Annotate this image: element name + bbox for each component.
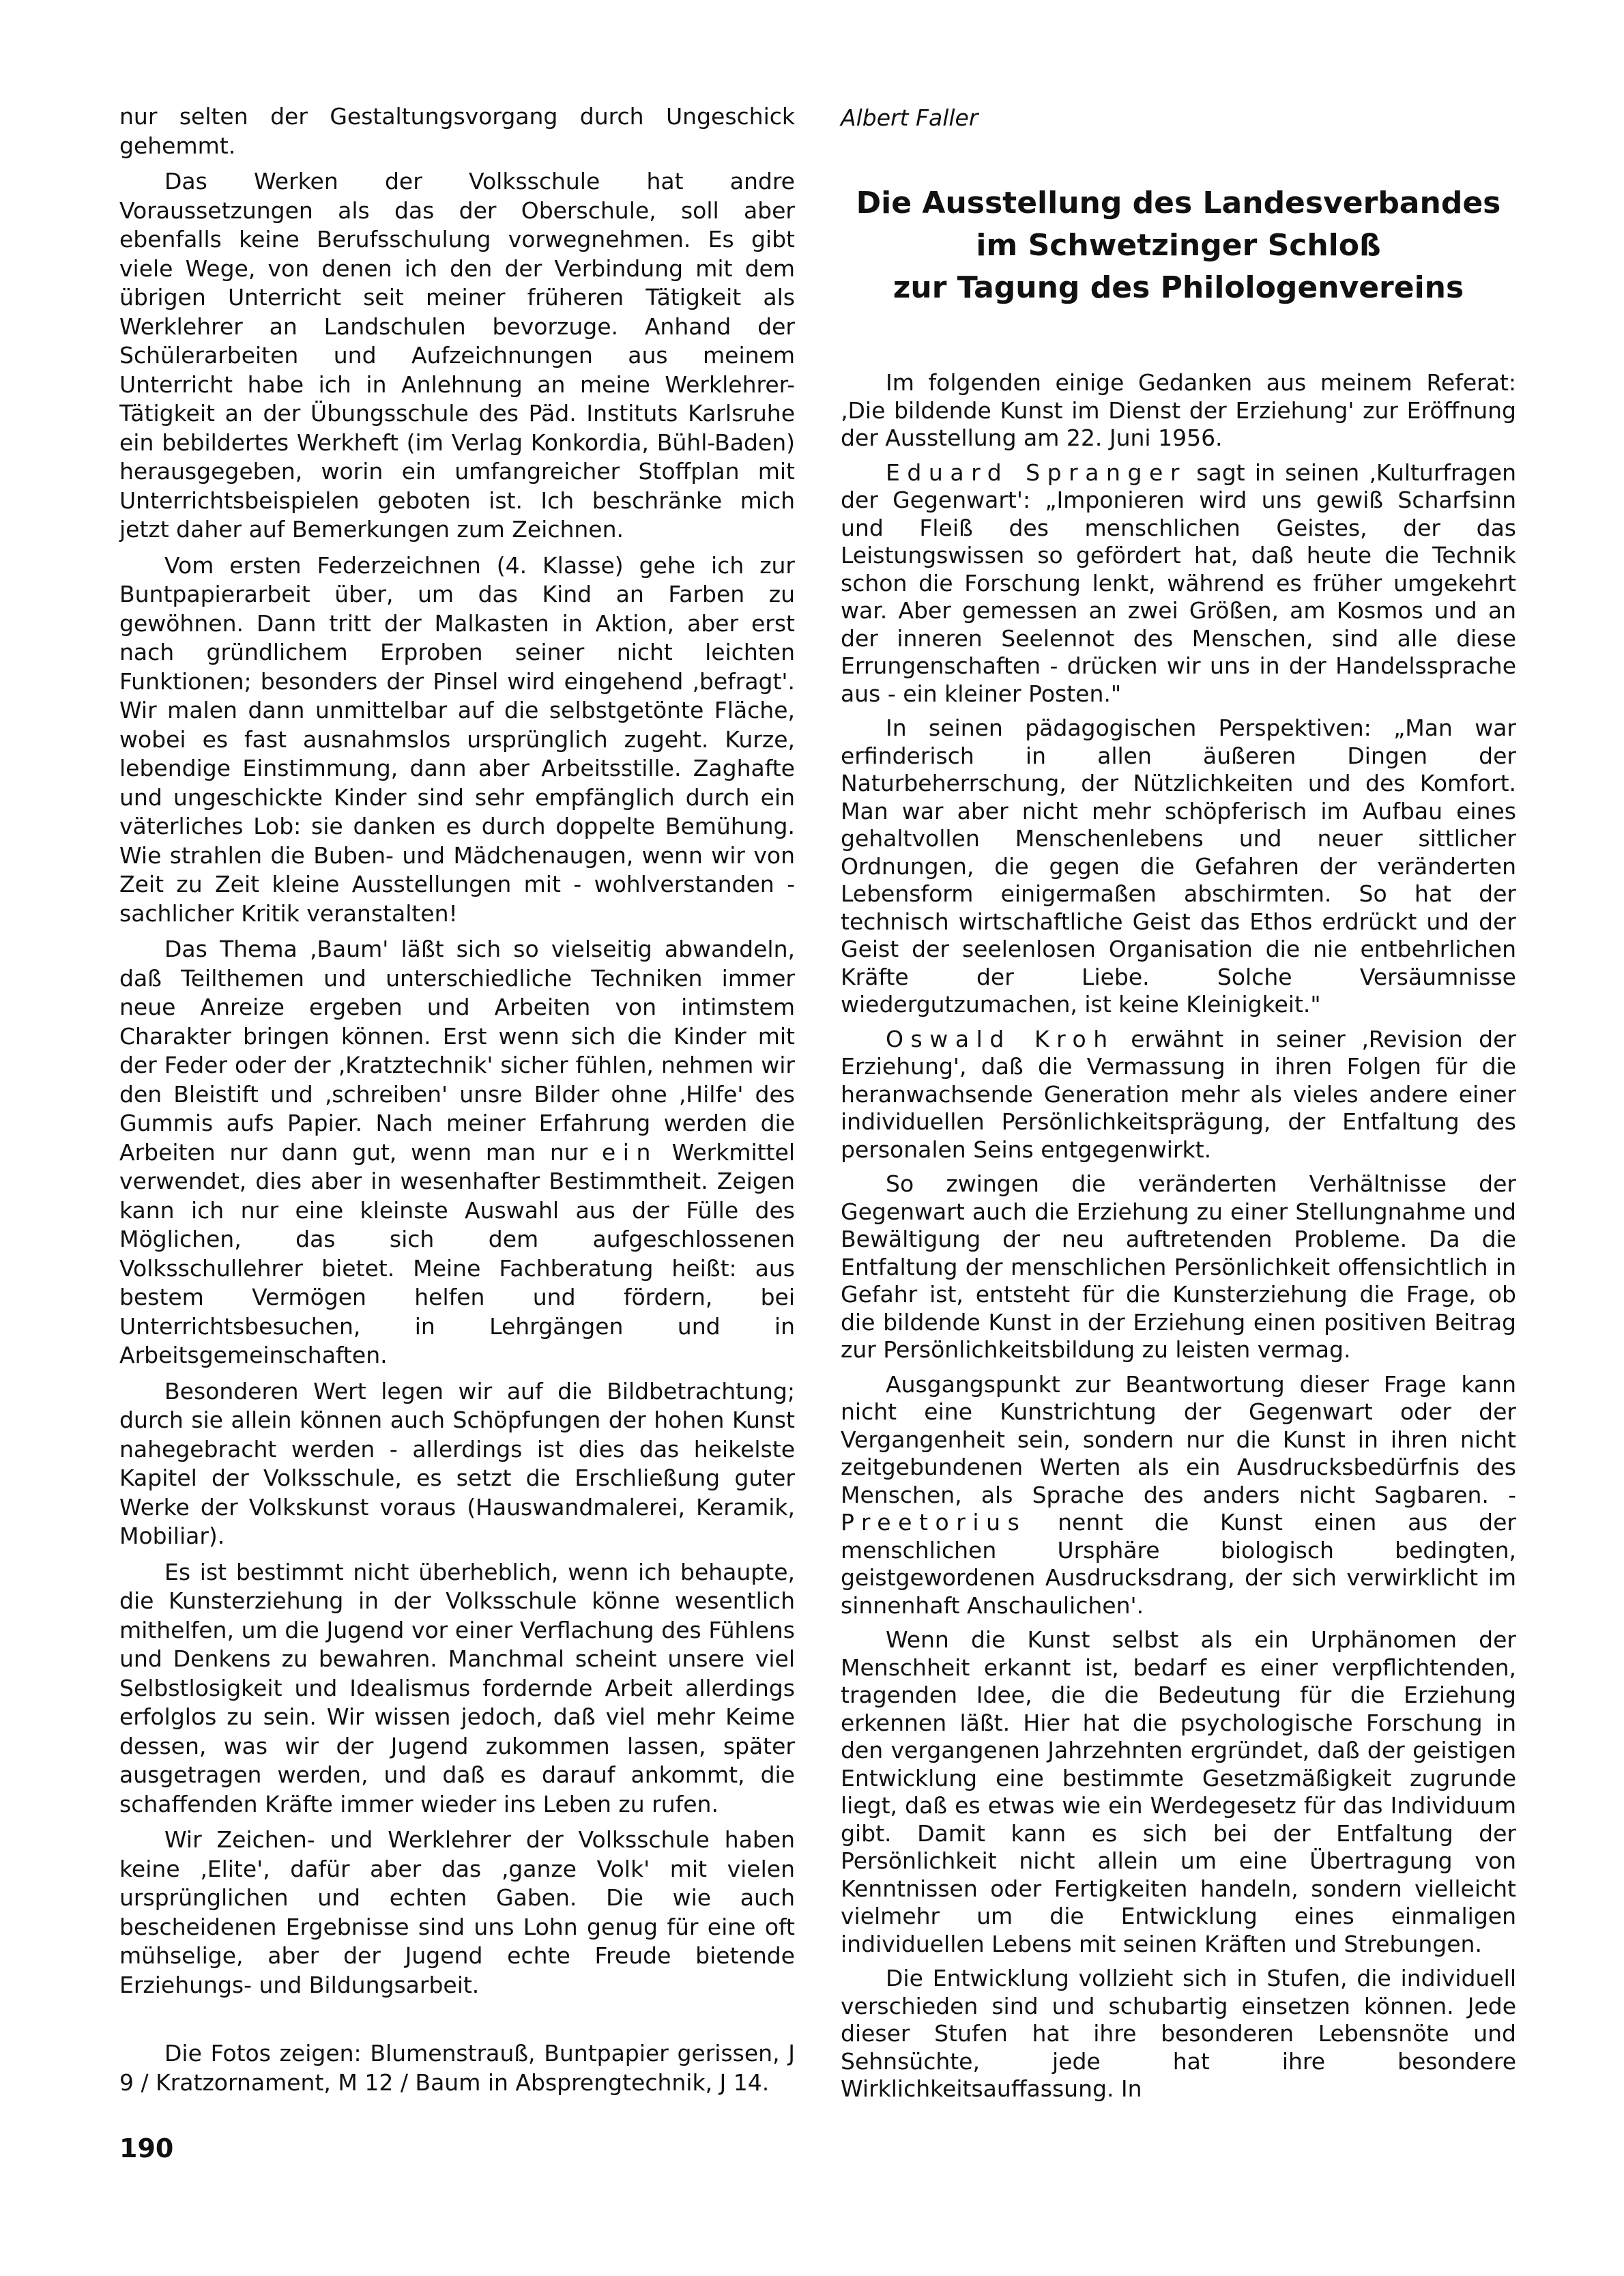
paragraph-werklehrer: Wir Zeichen- und Werklehrer der Volksschule haben keine ‚Elite', dafür aber das ‚ganze Volk' mit vielen ursprünglichen und echten Gaben. Die wie auch bescheidenen Ergebnisse sind uns Lohn genug für eine oft mühselige, aber der Jugend echte Freude bietende Erziehungs- und Bildungsarbeit. — [119, 1826, 795, 1998]
paragraph-kroh — [841, 1026, 1516, 1164]
paragraph-stufen: Die Entwicklung vollzieht sich in Stufen, die individuell verschieden sind und schubartig einsetzen können. Jede dieser Stufen hat ihre besonderen Lebensnöte und Sehnsüchte, jede hat ihre besondere Wirklichkeitsauffassung. In — [841, 1965, 1516, 2102]
photo-caption: Die Fotos zeigen: Blumenstrauß, Buntpapier gerissen, J 9 / Kratzornament, M 12 / Baum in Absprengtechnik, J 14. — [119, 2040, 795, 2096]
paragraph-werken: Das Werken der Volksschule hat andre Voraussetzungen als das der Oberschule, soll aber ebenfalls keine Berufsschulung vorwegnehmen. Es gibt viele Wege, von denen ich den der Verbindung mit dem übrigen Unterricht seit meiner früheren Tätigkeit als Werklehrer an Landschulen bevorzuge. Anhand der Schülerarbeiten und Aufzeichnungen aus meinem Unterricht habe ich in Anlehnung an meine Werklehrer-Tätigkeit an der Übungsschule des Päd. Instituts Karlsruhe ein bebildertes Werkheft (im Verlag Konkordia, Bühl-Baden) herausgegeben, worin ein umfangreicher Stoffplan mit Unterrichtsbeispielen geboten ist. Ich beschränke mich jetzt daher auf Bemerkungen zum Zeichnen. — [119, 168, 795, 543]
ausgang-text-before: Ausgangspunkt zur Beantwortung dieser Frage kann nicht eine Kunstrichtung der Gegenwart oder der Vergangenheit sein, sondern nur die Kunst in ihren nicht zeitgebundenen Werten als ein Ausdrucksbedürfnis des Menschen, als Sprache des anders nicht Sagbaren. - — [841, 1370, 1516, 1508]
title-line-2: im Schwetzinger Schloß — [976, 228, 1381, 263]
spranger-text: sagt in seinen ‚Kulturfragen der Gegenwart': „Imponieren wird uns gewiß Scharfsinn und Fleiß des menschlichen Geistes, der das Leistungswissen so gefördert hat, daß heute die Technik schon die Forschung lenkt, während es früher umgekehrt war. Aber gemessen an zwei Größen, am Kosmos und an der inneren Seelennot des Menschen, sind alle diese Errungenschaften - drücken wir uns in der Handelssprache aus - ein kleiner Posten." — [841, 459, 1516, 707]
paragraph-perspektiven: In seinen pädagogischen Perspektiven: „Man war erfinderisch in allen äußeren Dingen der Naturbeherrschung, der Nützlichkeiten und des Komfort. Man war aber nicht mehr schöpferisch im Aufbau eines gehaltvollen Menschenlebens und neuer sittlicher Ordnungen, die gegen die Gefahren der veränderten Lebensform einigermaßen abschirmten. So hat der technisch wirtschaftliche Geist das Ethos erdrückt und der Geist der seelenlosen Organisation die nie entbehrlichen Kräfte der Liebe. Solche Versäumnisse wiedergutzumachen, ist keine Kleinigkeit." — [841, 715, 1516, 1018]
spaced-name-preetorius: Preetorius — [841, 1509, 1027, 1536]
paragraph-ausgangspunkt — [841, 1371, 1516, 1620]
left-column — [119, 102, 795, 2097]
right-column — [841, 102, 1516, 2103]
paragraph-intro: Im folgenden einige Gedanken aus meinem Referat: ‚Die bildende Kunst im Dienst der Erziehung' zur Eröffnung der Ausstellung am 22. Juni 1956. — [841, 369, 1516, 451]
spaced-word-ein: ein — [601, 1138, 658, 1166]
kroh-text: erwähnt in seiner ‚Revision der Erziehung', daß die Vermassung in ihren Folgen für die heranwachsende Generation mehr als vieles andere einer individuellen Persönlichkeitsprägung, der Entfaltung des personalen Seins entgegenwirkt. — [841, 1025, 1517, 1163]
article-title — [841, 182, 1516, 309]
spaced-name-kroh: Oswald Kroh — [886, 1025, 1115, 1052]
author-name: Albert Faller — [841, 104, 978, 131]
page-number: 190 — [119, 2133, 174, 2163]
paragraph-bildbetrachtung: Besonderen Wert legen wir auf die Bildbetrachtung; durch sie allein können auch Schöpfungen der hohen Kunst nahegebracht werden - allerdings ist dies das heikelste Kapitel der Volksschule, es setzt die Erschließung guter Werke der Volkskunst voraus (Hauswandmalerei, Keramik, Mobiliar). — [119, 1377, 795, 1549]
ausgang-text-after: nennt die Kunst einen aus der menschlichen Ursphäre biologisch bedingten, geistgewordenen Ausdrucksdrang, der sich verwirklicht im sinnenhaft Anschaulichen'. — [841, 1509, 1516, 1619]
baum-text-before: Das Thema ‚Baum' läßt sich so vielseitig abwandeln, daß Teilthemen und unterschiedliche Techniken immer neue Anreize ergeben und Arbeiten von intimstem Charakter bringen können. Erst wenn sich die Kinder mit der Feder oder der ‚Kratztechnik' sicher fühlen, nehmen wir den Bleistift und ‚schreiben' unsre Bilder ohne ‚Hilfe' des Gummis aufs Papier. Nach meiner Erfahrung werden die Arbeiten nur dann gut, wenn man nur — [119, 936, 795, 1166]
paragraph-kunsterziehung: Es ist bestimmt nicht überheblich, wenn ich behaupte, die Kunsterziehung in der Volksschule könne wesentlich mithelfen, um die Jugend vor einer Verflachung des Fühlens und Denkens zu bewahren. Manchmal scheint unsere viel Selbstlosigkeit und Idealismus fordernde Arbeit allerdings erfolglos zu sein. Wir wissen jedoch, daß viel mehr Keime dessen, was wir der Jugend zukommen lassen, später ausgetragen werden, und daß es darauf ankommt, die schaffenden Kräfte immer wieder ins Leben zu rufen. — [119, 1558, 795, 1817]
title-line-1: Die Ausstellung des Landesverbandes — [856, 186, 1501, 220]
spaced-name-spranger: Eduard Spranger — [886, 459, 1187, 486]
paragraph-spranger — [841, 459, 1516, 708]
paragraph-gestaltung: nur selten der Gestaltungsvorgang durch Ungeschick gehemmt. — [119, 103, 795, 159]
baum-text-after: Werkmittel verwendet, dies aber in wesenhafter Bestimmtheit. Zeigen kann ich nur eine kleinste Auswahl aus der Fülle des Möglichen, das sich dem aufgeschlossenen Volksschullehrer bietet. Meine Fachberatung heißt: aus bestem Vermögen helfen und fördern, bei Unterrichtsbesuchen, in Lehrgängen und in Arbeitsgemeinschaften. — [119, 1138, 795, 1368]
paragraph-federzeichnen: Vom ersten Federzeichnen (4. Klasse) gehe ich zur Buntpapierarbeit über, um das Kind an Farben zu gewöhnen. Dann tritt der Malkasten in Aktion, aber erst nach gründlichem Erproben seiner nicht leichten Funktionen; besonders der Pinsel wird eingehend ‚befragt'. Wir malen dann unmittelbar auf die selbstgetönte Fläche, wobei es fast ausnahmslos ursprünglich zugeht. Kurze, lebendige Einstimmung, dann aber Arbeitsstille. Zaghafte und ungeschickte Kinder sind sehr empfänglich durch ein väterliches Lob: sie danken es durch doppelte Bemühung. Wie strahlen die Buben- und Mädchenaugen, wenn wir von Zeit zu Zeit kleine Ausstellungen mit - wohlverstanden - sachlicher Kritik veranstalten! — [119, 551, 795, 927]
paragraph-urphaenomen: Wenn die Kunst selbst als ein Urphänomen der Menschheit erkannt ist, bedarf es einer verpflichtenden, tragenden Idee, die die Bedeutung für die Erziehung erkennen läßt. Hier hat die psychologische Forschung in den vergangenen Jahrzehnten ergründet, daß der geistigen Entwicklung eine bestimmte Gesetzmäßigkeit zugrunde liegt, daß es etwas wie ein Werdegesetz für das Individuum gibt. Damit kann es sich bei der Entfaltung der Persönlichkeit nicht allein um eine Übertragung von Kenntnissen oder Fertigkeiten handeln, sondern vielleicht vielmehr um die Entwicklung eines einmaligen individuellen Lebens mit seinen Kräften und Strebungen. — [841, 1626, 1516, 1957]
paragraph-baum — [119, 935, 795, 1370]
paragraph-gegenwart: So zwingen die veränderten Verhältnisse der Gegenwart auch die Erziehung zu einer Stellungnahme und Bewältigung der neu auftretenden Probleme. Da die Entfaltung der menschlichen Persönlichkeit offensichtlich in Gefahr ist, entsteht für die Kunsterziehung die Frage, ob die bildende Kunst in der Erziehung einen positiven Beitrag zur Persönlichkeitsbildung zu leisten vermag. — [841, 1170, 1516, 1363]
title-line-3: zur Tagung des Philologenvereins — [893, 270, 1464, 305]
